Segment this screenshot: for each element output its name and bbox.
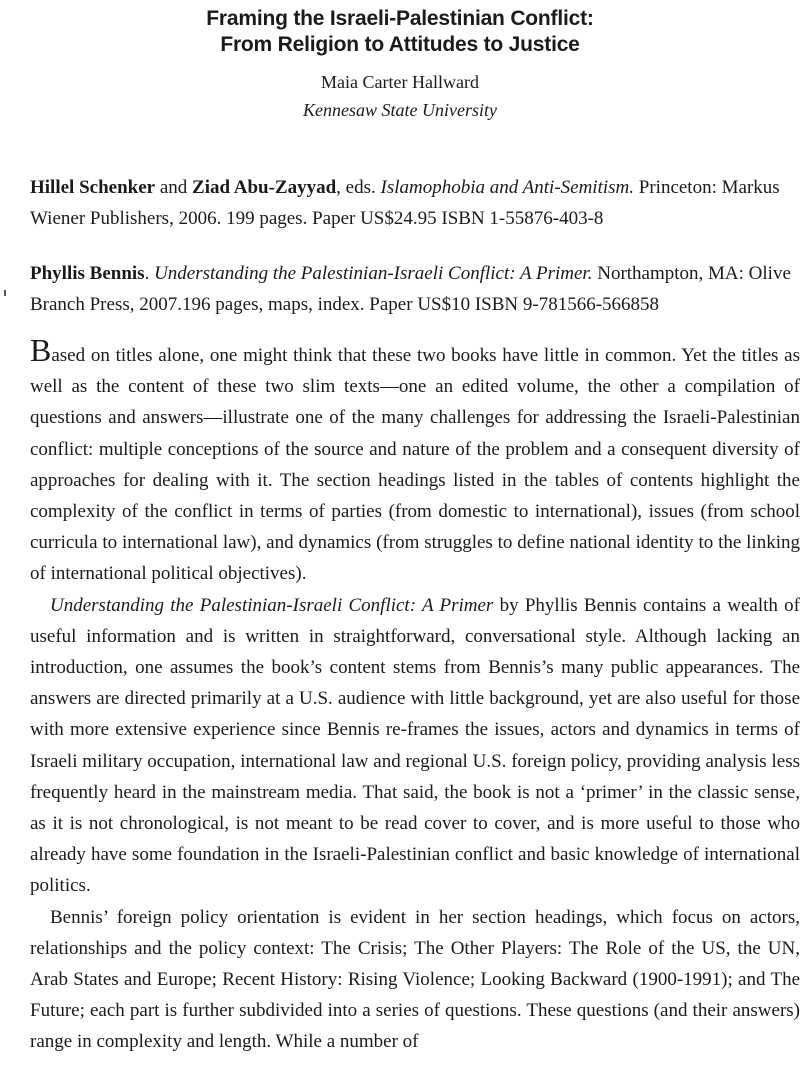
reference-conjunction: and <box>155 177 193 198</box>
margin-mark <box>4 290 6 296</box>
author-affiliation: Kennesaw State University <box>303 100 497 120</box>
reference-details: Northampton, MA: Olive Branch Press, 2007.196 pages, maps, index. Paper US$10 ISBN 9-781566-566858 <box>30 263 791 315</box>
author-name: Maia Carter Hallward <box>321 72 479 92</box>
reference-title: Understanding the Palestinian-Israeli Conflict: A Primer. <box>154 263 593 284</box>
article-title-line-2: From Religion to Attitudes to Justice <box>220 33 580 56</box>
reference-title: Islamophobia and Anti-Semitism. <box>380 177 635 198</box>
reference-author: Ziad Abu-Zayyad <box>192 177 337 198</box>
paragraph-2-book-title: Understanding the Palestinian-Israeli Conflict: A Primer <box>50 594 494 616</box>
paragraph-3-text: Bennis’ foreign policy orientation is evident in her section headings, which focus on actors, relationships and the policy context: The Crisis; The Other Players: The Role of the US, the UN, Arab States and Europe; Recent History: Rising Violence; Looking Backward (1900-1991); and The Future; each part is further subdivided into a series of questions. These questions (and their answers) range in complexity and length. While a number of <box>30 906 800 1053</box>
drop-cap: B <box>30 332 52 368</box>
reference-author: Phyllis Bennis <box>30 263 145 284</box>
reference-role: , eds. <box>336 177 381 198</box>
book-reference-1 <box>30 172 800 234</box>
paragraph-2 <box>30 590 800 902</box>
reference-separator: . <box>144 263 155 284</box>
paragraph-1-text: ased on titles alone, one might think that these two books have little in common. Yet the titles as well as the content of these two slim texts—one an edited volume, the other a compilation of questions and answers—illustrate one of the many challenges for addressing the Israeli-Palestinian conflict: multiple conceptions of the source and nature of the problem and a consequent diversity of approaches for dealing with it. The section headings listed in the tables of contents highlight the complexity of the conflict in terms of parties (from domestic to international), issues (from school curricula to international law), and dynamics (from struggles to define national identity to the linking of international political objectives). <box>30 345 800 585</box>
reference-details: Princeton: Markus Wiener Publishers, 2006. 199 pages. Paper US$24.95 ISBN 1-55876-403-8 <box>30 177 780 229</box>
article-title-line-1: Framing the Israeli-Palestinian Conflict: <box>206 7 594 30</box>
reference-author: Hillel Schenker <box>30 177 156 198</box>
book-reference-2 <box>30 258 800 320</box>
paragraph-3 <box>30 902 800 1058</box>
review-body <box>30 332 800 1058</box>
paragraph-1 <box>30 332 800 590</box>
paragraph-2-text: by Phyllis Bennis contains a wealth of useful information and is written in straightforward, conversational style. Although lacking an introduction, one assumes the book’s content stems from Bennis’s many public appearances. The answers are directed primarily at a U.S. audience with little background, yet are also useful for those with more extensive experience since Bennis re-frames the issues, actors and dynamics in terms of Israeli military occupation, international law and regional U.S. foreign policy, providing analysis less frequently heard in the mainstream media. That said, the book is not a ‘primer’ in the classic sense, as it is not chronological, is not meant to be read cover to cover, and is more useful to those who already have some foundation in the Israeli-Palestinian conflict and basic knowledge of international politics. <box>30 594 800 897</box>
